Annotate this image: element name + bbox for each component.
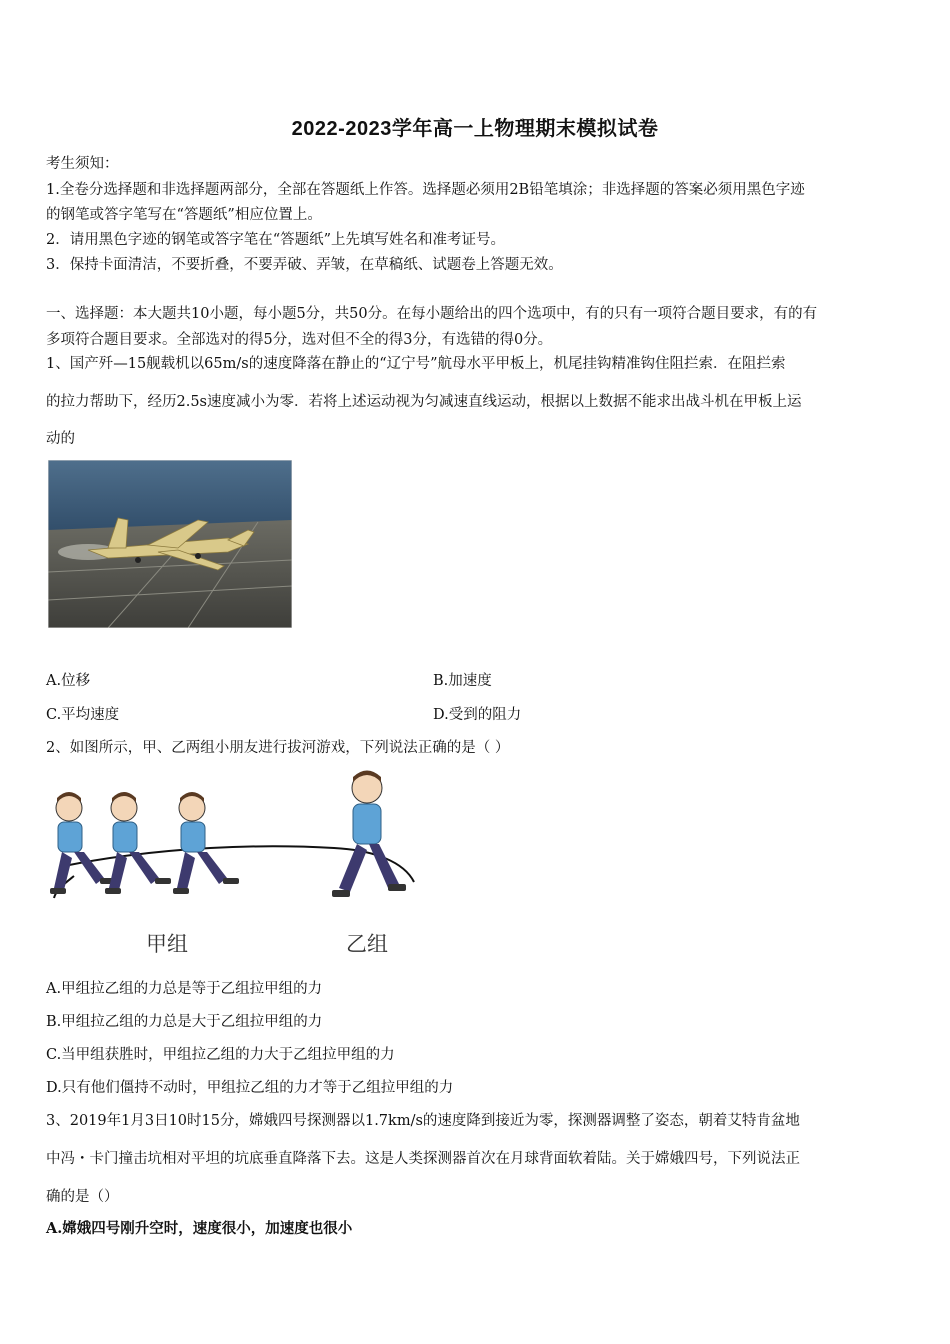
- question-3-option-a: A.嫦娥四号刚升空时，速度很小，加速度也很小: [46, 1220, 353, 1237]
- group-jia-label: 甲组: [146, 932, 188, 956]
- notice-item: 2．请用黑色字迹的钢笔或答字笔在“答题纸”上先填写姓名和准考证号。: [46, 232, 506, 248]
- question-2-option-a: A.甲组拉乙组的力总是等于乙组拉甲组的力: [46, 981, 323, 997]
- carrier-jet-illustration: [48, 460, 292, 628]
- exam-title: 2022-2023学年高一上物理期末模拟试卷: [291, 118, 659, 140]
- question-3-stem: 中冯・卡门撞击坑相对平坦的坑底垂直降落下去。这是人类探测器首次在月球背面软着陆。关于嫦娥四号，下列说法正: [46, 1151, 800, 1167]
- question-1-option-b: B.加速度: [433, 673, 492, 689]
- question-2-option-b: B.甲组拉乙组的力总是大于乙组拉甲组的力: [46, 1014, 323, 1030]
- section-heading-cont: 多项符合题目要求。全部选对的得5分，选对但不全的得3分，有选错的得0分。: [46, 332, 553, 348]
- tug-of-war-figure: [44, 766, 424, 962]
- question-1-stem: 动的: [46, 431, 75, 447]
- group-yi-label: 乙组: [346, 932, 388, 956]
- question-3-stem: 确的是（）: [46, 1189, 119, 1205]
- notice-item: 1.全卷分选择题和非选择题两部分，全部在答题纸上作答。选择题必须用2B铅笔填涂；非选择题的答案必须用黑色字迹: [46, 182, 805, 198]
- notice-item: 3．保持卡面清洁，不要折叠，不要弄破、弄皱，在草稿纸、试题卷上答题无效。: [46, 257, 563, 273]
- question-1-stem: 的拉力帮助下，经历2.5s速度减小为零．若将上述运动视为匀减速直线运动，根据以上数据不能求出战斗机在甲板上运: [46, 394, 802, 410]
- kid-4: [332, 771, 406, 898]
- section-heading: 一、选择题：本大题共10小题，每小题5分，共50分。在每小题给出的四个选项中，有的只有一项符合题目要求，有的有: [46, 306, 818, 322]
- question-1-option-c: C.平均速度: [46, 707, 120, 723]
- question-1-option-a: A.位移: [46, 673, 91, 689]
- question-2-option-d: D.只有他们僵持不动时，甲组拉乙组的力才等于乙组拉甲组的力: [46, 1080, 454, 1096]
- tug-of-war-illustration: [44, 766, 424, 926]
- question-3-stem: 3、2019年1月3日10时15分，嫦娥四号探测器以1.7km/s的速度降到接近为零，探测器调整了姿态，朝着艾特肯盆地: [46, 1113, 800, 1129]
- question-1-stem: 1、国产歼—15舰载机以65m/s的速度降落在静止的“辽宁号”航母水平甲板上，机尾挂钩精准钩住阻拦索．在阻拦索: [46, 356, 786, 372]
- question-2-option-c: C.当甲组获胜时，甲组拉乙组的力大于乙组拉甲组的力: [46, 1047, 395, 1063]
- question-2-stem: 2、如图所示，甲、乙两组小朋友进行拔河游戏，下列说法正确的是（ ）: [46, 740, 510, 756]
- kid-2: [105, 792, 171, 894]
- kid-3: [173, 792, 239, 894]
- carrier-jet-photo: [48, 460, 292, 628]
- kid-1: [50, 792, 116, 894]
- notice-item: 的钢笔或答字笔写在“答题纸”相应位置上。: [46, 207, 322, 223]
- notice-heading: 考生须知：: [46, 156, 119, 172]
- question-1-option-d: D.受到的阻力: [433, 707, 522, 723]
